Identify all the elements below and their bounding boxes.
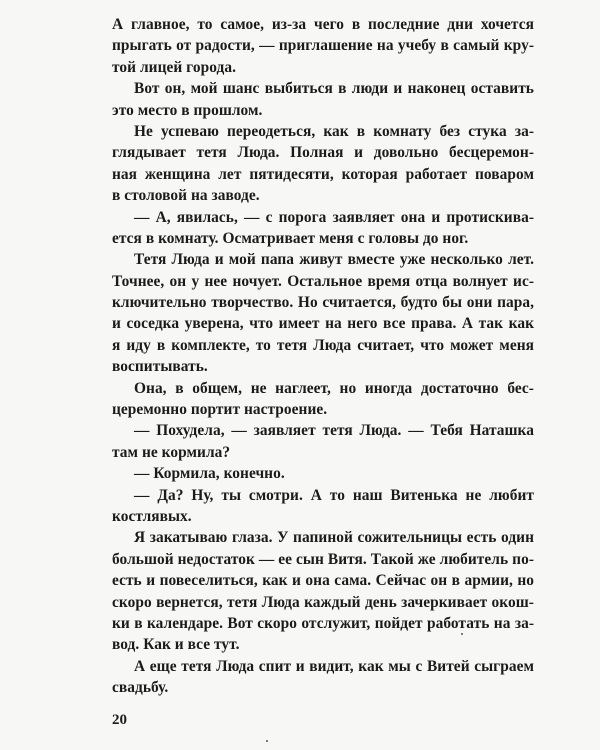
print-speck: [266, 740, 268, 742]
text-line: — А, явилась, — с порога заявляет она и протискива-: [134, 208, 534, 226]
text-line: А еще тетя Люда спит и видит, как мы с Витей сыграем: [134, 657, 534, 675]
text-line: — Похудела, — заявляет тетя Люда. — Тебя Наташка: [134, 422, 534, 440]
text-line: той лицей города.: [112, 58, 236, 76]
text-line: Не успеваю переодеться, как в комнату без стука за-: [134, 122, 534, 140]
text-line: в столовой на заводе.: [112, 187, 260, 205]
text-line: — Да? Ну, ты смотри. А то наш Витенька не любит: [134, 486, 534, 504]
text-line: большой недостаток — ее сын Витя. Такой же любитель по-: [112, 550, 534, 568]
text-line: воспитывать.: [112, 358, 208, 376]
text-line: скоро вернется, тетя Люда каждый день зачеркивает окош-: [112, 593, 534, 611]
text-line: Она, в общем, не наглеет, но иногда достаточно бес-: [134, 379, 534, 397]
text-line: есть и повеселиться, как и она сама. Сейчас он в армии, но: [112, 572, 534, 590]
text-line: ки в календаре. Вот скоро отслужит, пойдет работать на за-: [112, 614, 534, 632]
text-line: я иду в комплекте, то тетя Люда считает, что может меня: [112, 336, 534, 354]
body-text: [112, 14, 534, 699]
print-speck: [461, 633, 463, 635]
text-line: там не кормила?: [112, 443, 231, 461]
text-line: это место в прошлом.: [112, 101, 263, 119]
text-line: вод. Как и все тут.: [112, 636, 240, 654]
text-line: Вот он, мой шанс выбиться в люди и наконец оставить: [134, 80, 534, 98]
text-line: костлявых.: [112, 507, 192, 525]
text-line: Я закатываю глаза. У папиной сожительницы есть один: [134, 529, 534, 547]
text-line: глядывает тетя Люда. Полная и довольно бесцеремон-: [112, 144, 534, 162]
text-line: прыгать от радости, — приглашение на учебу в самый кру-: [112, 37, 534, 55]
text-line: ключительно творчество. Но считается, будто бы они пара,: [112, 294, 534, 312]
text-line: Точнее, он у нее ночует. Остальное время отца волнует ис-: [112, 272, 534, 290]
text-line: ется в комнату. Осматривает меня с головы до ног.: [112, 229, 469, 247]
text-line: ная женщина лет пятидесяти, которая работает поваром: [112, 165, 534, 183]
text-line: — Кормила, конечно.: [134, 465, 285, 483]
text-line: и соседка уверена, что имеет на него все права. А так как: [112, 315, 534, 333]
page-number: 20: [112, 712, 127, 728]
text-line: церемонно портит настроение.: [112, 401, 328, 419]
text-line: А главное, то самое, из-за чего в последние дни хочется: [112, 16, 534, 33]
text-line: свадьбу.: [112, 679, 169, 697]
text-line: Тетя Люда и мой папа живут вместе уже несколько лет.: [134, 251, 534, 269]
